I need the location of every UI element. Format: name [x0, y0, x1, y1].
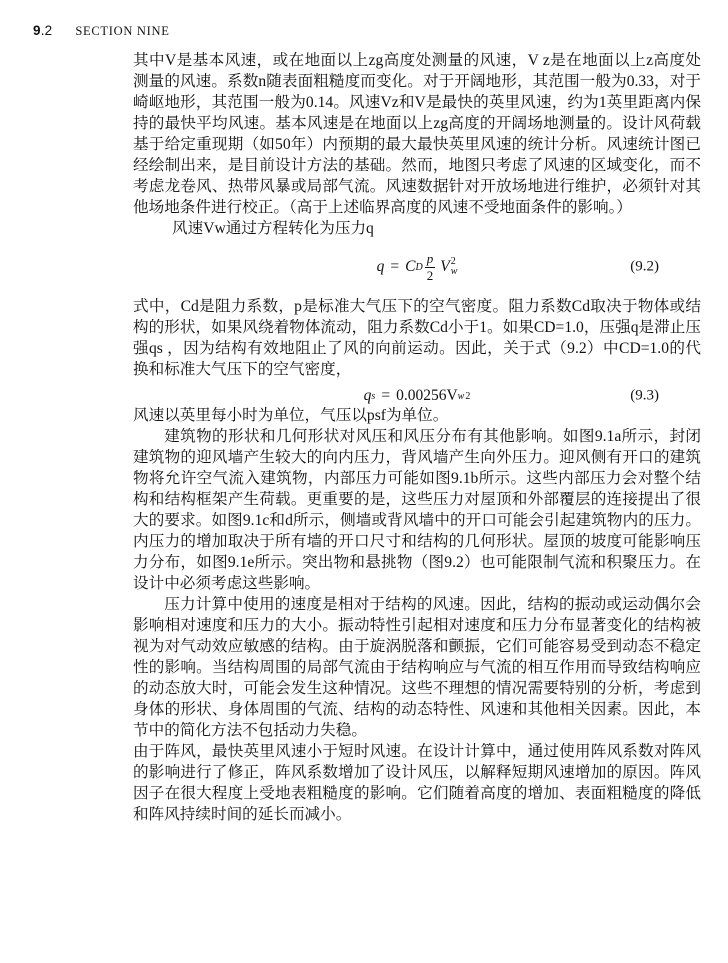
- page-number-rest: .2: [40, 23, 53, 38]
- eq93-velocity-subscript: w: [457, 390, 465, 402]
- eq93-lhs-subscript: s: [371, 390, 376, 402]
- eq92-coefficient-subscript: D: [415, 261, 423, 273]
- eq92-lhs: q: [376, 258, 385, 276]
- page-number-chapter: 9: [33, 23, 41, 38]
- eq92-velocity-superscript: 2: [450, 256, 456, 268]
- eq92-fraction-denominator: 2: [426, 267, 434, 283]
- running-head: [33, 23, 170, 39]
- eq92-equals: =: [390, 258, 400, 276]
- text-column: [133, 50, 701, 825]
- paragraph-drag-coefficient: 式中，Cd是阻力系数，p是标准大气压下的空气密度。阻力系数Cd取决于物体或结构的形状，如果风绕着物体流动，阻力系数Cd小于1。如果CD=1.0，压强q是滞止压强qs ，因为结构有效地阻止了风的向前运动。因此，关于式（9.2）中CD=1.0的代换和标准大气压下的空气密度，: [133, 298, 701, 379]
- equation-9-2-number: (9.2): [630, 258, 659, 275]
- eq92-fraction-numerator: p: [426, 251, 434, 266]
- eq92-coefficient: C: [405, 258, 416, 276]
- equation-9-3-number: (9.3): [630, 387, 659, 404]
- equation-9-2: [133, 252, 701, 282]
- eq93-velocity-superscript: 2: [465, 390, 471, 402]
- paragraph-gust-factors: 由于阵风，最快英里风速小于短时风速。在设计计算中，通过使用阵风系数对阵风的影响进行了修正，阵风系数增加了设计风压，以解释短期风速增加的原因。阵风因子在很大程度上受地表粗糙度的影响。它们随着高度的增加、表面粗糙度的降低和阵风持续时间的延长而减小。: [133, 743, 701, 824]
- eq93-lhs: q: [363, 387, 372, 405]
- eq92-fraction: [425, 252, 436, 282]
- paragraph-equation-intro: 风速Vw通过方程转化为压力q: [172, 220, 374, 237]
- equation-9-2-body: [377, 252, 458, 282]
- section-title: SECTION NINE: [75, 24, 170, 38]
- eq93-rhs: 0.00256V: [396, 387, 458, 405]
- eq92-velocity-scripts: [451, 257, 458, 277]
- equation-9-3-body: [364, 387, 471, 405]
- paragraph-relative-velocity: 压力计算中使用的速度是相对于结构的风速。因此，结构的振动或运动偶尔会影响相对速度和压力的大小。振动特性引起相对速度和压力分布显著变化的结构被视为对气动效应敏感的结构。由于旋涡脱落和颤振，它们可能容易受到动态不稳定性的影响。当结构周围的局部气流由于结构响应与气流的相互作用而导致结构响应的动态放大时，可能会发生这种情况。这些不理想的情况需要特别的分析，考虑到身体的形状、身体周围的气流、结构的动态特性、风速和其他相关因素。因此，本节中的简化方法不包括动力失稳。: [133, 596, 701, 740]
- paragraph-building-shape: 建筑物的形状和几何形状对风压和风压分布有其他影响。如图9.1a所示，封闭建筑物的迎风墙产生较大的向内压力，背风墙产生向外压力。迎风侧有开口的建筑物将允许空气流入建筑物，内部压力可能如图9.1b所示。这些内部压力会对整个结构和结构框架产生荷载。更重要的是，这些压力对屋顶和外部覆层的连接提出了很大的要求。如图9.1c和d所示，侧墙或背风墙中的开口可能会引起建筑物内的压力。内压力的增加取决于所有墙的开口尺寸和结构的几何形状。屋顶的坡度可能影响压力分布，如图9.1e所示。突出物和悬挑物（图9.2）也可能限制气流和积聚压力。在设计中必须考虑这些影响。: [133, 428, 701, 593]
- equation-9-3: [133, 387, 701, 405]
- eq92-velocity-subscript: w: [450, 266, 458, 278]
- paragraph-units: 风速以英里每小时为单位，气压以psf为单位。: [133, 407, 449, 425]
- page-number: [33, 23, 52, 38]
- paragraph-basic-wind-speed: 其中V是基本风速，或在地面以上zg高度处测量的风速，V z是在地面以上z高度处测量的风速。系数n随表面粗糙度而变化。对于开阔地形，其范围一般为0.33，对于崎岖地形，其范围一般为0.14。风速Vz和V是最快的英里风速，约为1英里距离内保持的最快平均风速。基本风速是在地面以上zg高度的开阔场地测量的。设计风荷载基于给定重现期（如50年）内预期的最大最快英里风速的统计分析。风速统计图已经绘制出来，是目前设计方法的基础。然而，地图只考虑了风速的区域变化，而不考虑龙卷风、热带风暴或局部气流。风速数据针对开放场地进行维护，必须针对其他场地条件进行校正。（高于上述临界高度的风速不受地面条件的影响。）: [133, 52, 701, 216]
- eq92-velocity: V: [440, 258, 450, 276]
- eq93-equals: =: [381, 387, 391, 405]
